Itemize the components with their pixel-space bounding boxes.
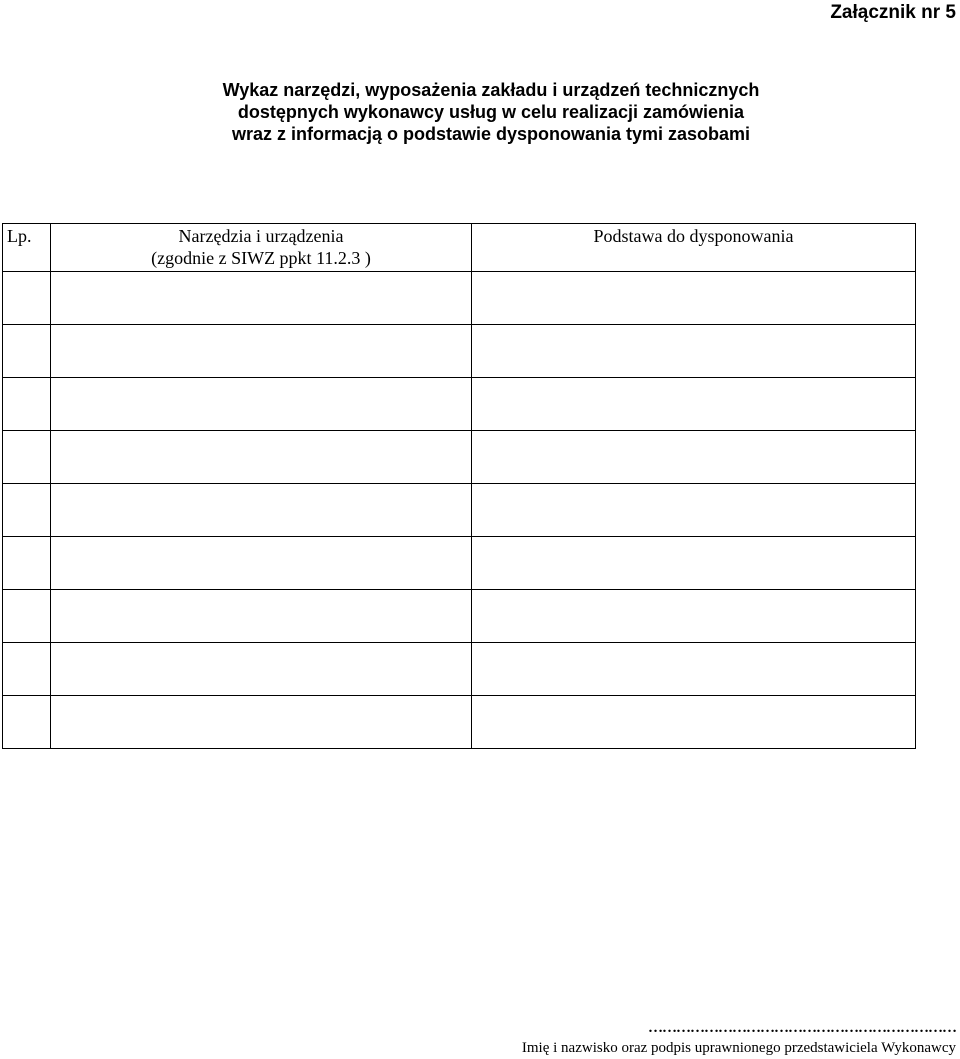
attachment-label: Załącznik nr 5 <box>830 2 956 23</box>
cell-tools[interactable] <box>51 537 472 590</box>
title-line-2: dostępnych wykonawcy usług w celu realizacji zamówienia <box>237 102 745 122</box>
table-row <box>3 431 916 484</box>
header-tools-title: Narzędzia i urządzenia <box>178 226 344 246</box>
cell-basis[interactable] <box>472 325 916 378</box>
cell-tools[interactable] <box>51 325 472 378</box>
header-tools-note: (zgodnie z SIWZ ppkt 11.2.3 ) <box>151 248 371 268</box>
table-row <box>3 643 916 696</box>
cell-basis[interactable] <box>472 484 916 537</box>
cell-basis[interactable] <box>472 378 916 431</box>
signature-block <box>522 1018 956 1058</box>
table-row <box>3 378 916 431</box>
cell-basis[interactable] <box>472 590 916 643</box>
cell-lp[interactable] <box>3 325 51 378</box>
table-row <box>3 484 916 537</box>
cell-lp[interactable] <box>3 590 51 643</box>
title-line-3: wraz z informacją o podstawie dysponowania tymi zasobami <box>231 124 751 144</box>
cell-tools[interactable] <box>51 484 472 537</box>
table-row <box>3 325 916 378</box>
document-title <box>0 79 960 145</box>
cell-basis[interactable] <box>472 272 916 325</box>
cell-lp[interactable] <box>3 272 51 325</box>
cell-basis[interactable] <box>472 696 916 749</box>
tools-table <box>2 223 916 749</box>
table-row <box>3 537 916 590</box>
header-lp: Lp. <box>3 224 51 272</box>
cell-lp[interactable] <box>3 696 51 749</box>
title-line-1: Wykaz narzędzi, wyposażenia zakładu i urządzeń technicznych <box>222 80 760 100</box>
cell-lp[interactable] <box>3 537 51 590</box>
cell-lp[interactable] <box>3 484 51 537</box>
cell-lp[interactable] <box>3 643 51 696</box>
cell-basis[interactable] <box>472 643 916 696</box>
header-tools <box>51 224 472 272</box>
cell-tools[interactable] <box>51 272 472 325</box>
table-row <box>3 696 916 749</box>
table-header-row <box>3 224 916 272</box>
header-basis: Podstawa do dysponowania <box>472 224 916 272</box>
cell-basis[interactable] <box>472 431 916 484</box>
signature-dots: ………………………………………………………… <box>648 1020 956 1036</box>
cell-tools[interactable] <box>51 643 472 696</box>
signature-caption: Imię i nazwisko oraz podpis uprawnionego przedstawiciela Wykonawcy <box>521 1040 956 1056</box>
cell-lp[interactable] <box>3 431 51 484</box>
cell-lp[interactable] <box>3 378 51 431</box>
cell-tools[interactable] <box>51 696 472 749</box>
table-row <box>3 272 916 325</box>
cell-tools[interactable] <box>51 590 472 643</box>
table-row <box>3 590 916 643</box>
cell-basis[interactable] <box>472 537 916 590</box>
cell-tools[interactable] <box>51 378 472 431</box>
cell-tools[interactable] <box>51 431 472 484</box>
